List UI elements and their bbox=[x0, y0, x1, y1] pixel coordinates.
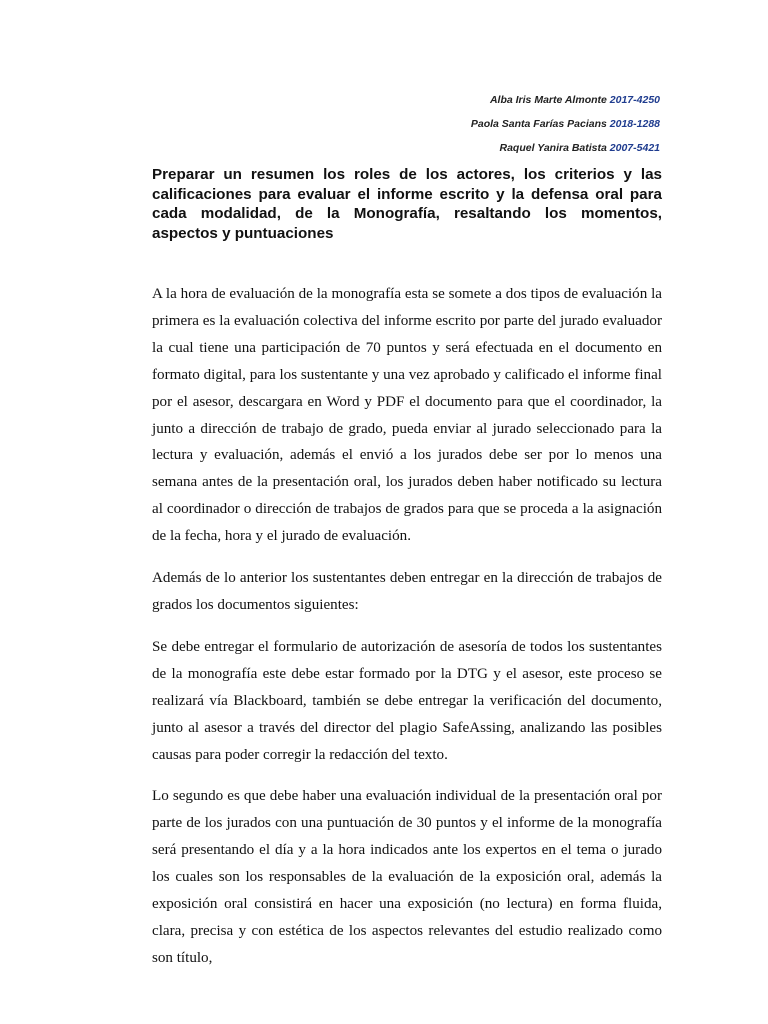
author-name: Alba Iris Marte Almonte bbox=[489, 94, 607, 106]
author-name: Paola Santa Farías Pacians bbox=[470, 118, 607, 130]
document-body bbox=[152, 281, 662, 987]
author-name: Raquel Yanira Batista bbox=[499, 142, 607, 154]
author-id: 2018-1288 bbox=[609, 118, 660, 130]
body-paragraph: Se debe entregar el formulario de autorización de asesoría de todos los sustentantes de la monografía este debe estar formado por la DTG y el asesor, este proceso se realizará vía Blackboard, también se debe entregar la verificación del documento, junto al asesor a través del director del plagio SafeAssing, analizando las posibles causas para poder corregir la redacción del texto. bbox=[152, 638, 662, 763]
author-id: 2007-5421 bbox=[609, 142, 660, 154]
author-line bbox=[471, 112, 660, 136]
author-id: 2017-4250 bbox=[609, 94, 660, 106]
document-title: Preparar un resumen los roles de los actores, los criterios y las calificaciones para evaluar el informe escrito y la defensa oral para cada modalidad, de la Monografía, resaltando los momentos, aspectos y puntuaciones bbox=[152, 166, 662, 242]
body-paragraph: Además de lo anterior los sustentantes deben entregar en la dirección de trabajos de grados los documentos siguientes: bbox=[152, 570, 662, 613]
author-line bbox=[471, 136, 660, 160]
body-paragraph: A la hora de evaluación de la monografía esta se somete a dos tipos de evaluación la primera es la evaluación colectiva del informe escrito por parte del jurado evaluador la cual tiene una participación de 70 puntos y será efectuada en el documento en formato digital, para los sustentante y una vez aprobado y calificado el informe final por el asesor, descargara en Word y PDF el documento para que el coordinador, la junto a dirección de trabajo de grado, pueda enviar al jurado seleccionado para la lectura y evaluación, además el envió a los jurados debe ser por lo menos una semana antes de la presentación oral, los jurados deben haber notificado su lectura al coordinador o dirección de trabajos de grados para que se proceda a la asignación de la fecha, hora y el jurado de evaluación. bbox=[152, 286, 662, 545]
body-paragraph: Lo segundo es que debe haber una evaluación individual de la presentación oral por parte de los jurados con una puntuación de 30 puntos y el informe de la monografía será presentando el día y a la hora indicados ante los expertos en el tema o jurado los cuales son los responsables de la evaluación de la exposición oral, además la exposición oral consistirá en hacer una exposición (no lectura) en forma fluida, clara, precisa y con estética de los aspectos relevantes del estudio realizado como son título, bbox=[152, 788, 662, 966]
author-list bbox=[471, 88, 660, 160]
author-line bbox=[471, 88, 660, 112]
